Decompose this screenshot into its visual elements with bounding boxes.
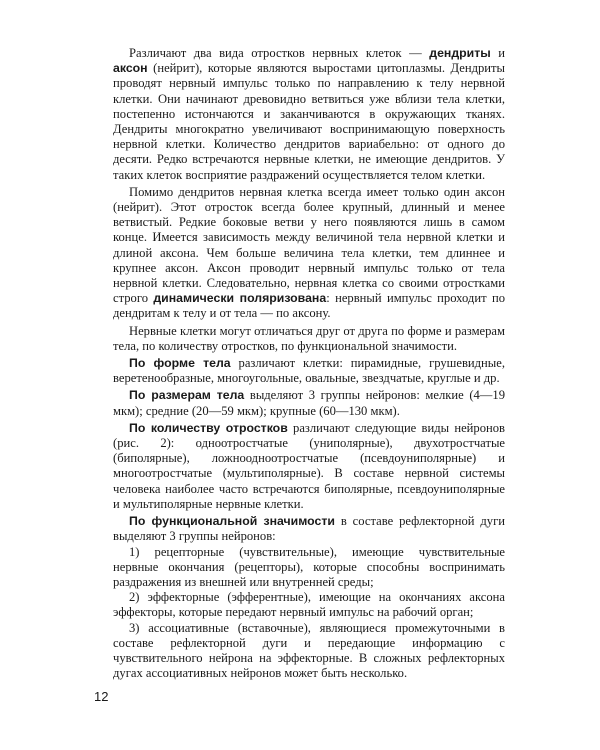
- paragraph-by-shape: [113, 356, 505, 386]
- paragraph-by-size: [113, 388, 505, 418]
- text-span: : нервный импульс проходит по дендритам к телу и от тела — по аксону.: [113, 291, 506, 321]
- list-item-associative: [113, 621, 505, 682]
- text-span: Помимо дендритов нервная клетка всегда имеет только один аксон (нейрит). Этот отросток всегда более крупный, длинный и менее ветвистый. Редкие боковые ветви у него появляются лишь в самом конце. Имеется зависимость между величиной тела нервной клетки и длиной аксона. Чем больше величина тела клетки, тем длиннее и крупнее аксон. Аксон проводит нервный импульс только от тела нервной клетки. Следовательно, нервная клетка со своими отростками строго: [113, 184, 505, 306]
- term-polarized: динамически поляризована: [153, 291, 327, 306]
- term-axon: аксон: [113, 61, 148, 76]
- text-span: Нервные клетки могут отличаться друг от друга по форме и размерам тела, по количеству отростков, по функциональной значимости.: [113, 323, 505, 353]
- paragraph-differences: [113, 324, 505, 354]
- paragraph-axon: [113, 185, 505, 322]
- list-item-receptor: [113, 545, 505, 591]
- text-span: (нейрит), которые являются выростами цитоплазмы. Дендриты проводят нервный импульс только по направлению к телу нервной клетки. Они начинают древовидно ветвиться уже вблизи тела клетки, постепенно истончаются и заканчиваются в окружающих тканях. Дендриты многократно увеличивают воспринимающую поверхность нервной клетки. Количество дендритов вариабельно: от одного до десяти. Редко встречаются нервные клетки, не имеющие дендритов. У таких клеток восприятие раздражений осуществляется телом клетки.: [113, 61, 505, 182]
- list-item-effector: [113, 590, 505, 620]
- page-number: 12: [94, 689, 109, 704]
- text-span: в составе рефлекторной дуги выделяют 3 группы нейронов:: [113, 514, 505, 544]
- text-span: выделяют 3 группы нейронов: мелкие (4—19 мкм); средние (20—59 мкм); крупные (60—130 мкм).: [113, 388, 505, 418]
- paragraph-by-function: [113, 514, 505, 544]
- paragraph-by-processes: [113, 421, 505, 512]
- text-span: Различают два вида отростков нервных клеток —: [129, 46, 430, 60]
- text-span: различают клетки: пирамидные, грушевидные, веретенообразные, многоугольные, овальные, звездчатые, круглые и др.: [113, 356, 505, 386]
- heading-by-shape: По форме тела: [129, 356, 231, 371]
- paragraph-dendrites-axon: [113, 46, 505, 183]
- text-span: и: [490, 46, 506, 60]
- text-span: 1) рецепторные (чувствительные), имеющие чувствительные нервные окончания (рецепторы), которые способны воспринимать раздражения из внешней или внутренней среды;: [113, 544, 505, 589]
- heading-by-processes: По количеству отростков: [129, 420, 288, 435]
- text-span: 2) эффекторные (эфферентные), имеющие на окончаниях аксона эффекторы, которые передают нервный импульс на рабочий орган;: [113, 590, 505, 620]
- text-span: 3) ассоциативные (вставочные), являющиеся промежуточными в составе рефлекторной дуги и передающие информацию с чувствительного нейрона на эффекторные. В сложных рефлекторных дугах ассоциативных нейронов может быть несколько.: [113, 620, 505, 681]
- body-text: [113, 46, 505, 681]
- heading-by-function: По функциональной значимости: [129, 514, 335, 529]
- text-span: различают следующие виды нейронов (рис. 2): одноотростчатые (униполярные), двухотростчатые (биполярные), ложноодноотростчатые (псевдоуниполярные) и многоотростчатые (мультиполярные). В составе нервной системы человека наиболее часто встречаются биполярные, псевдоуниполярные и мультиполярные нервные клетки.: [113, 420, 505, 511]
- term-dendrites: дендриты: [429, 46, 491, 60]
- heading-by-size: По размерам тела: [129, 388, 245, 403]
